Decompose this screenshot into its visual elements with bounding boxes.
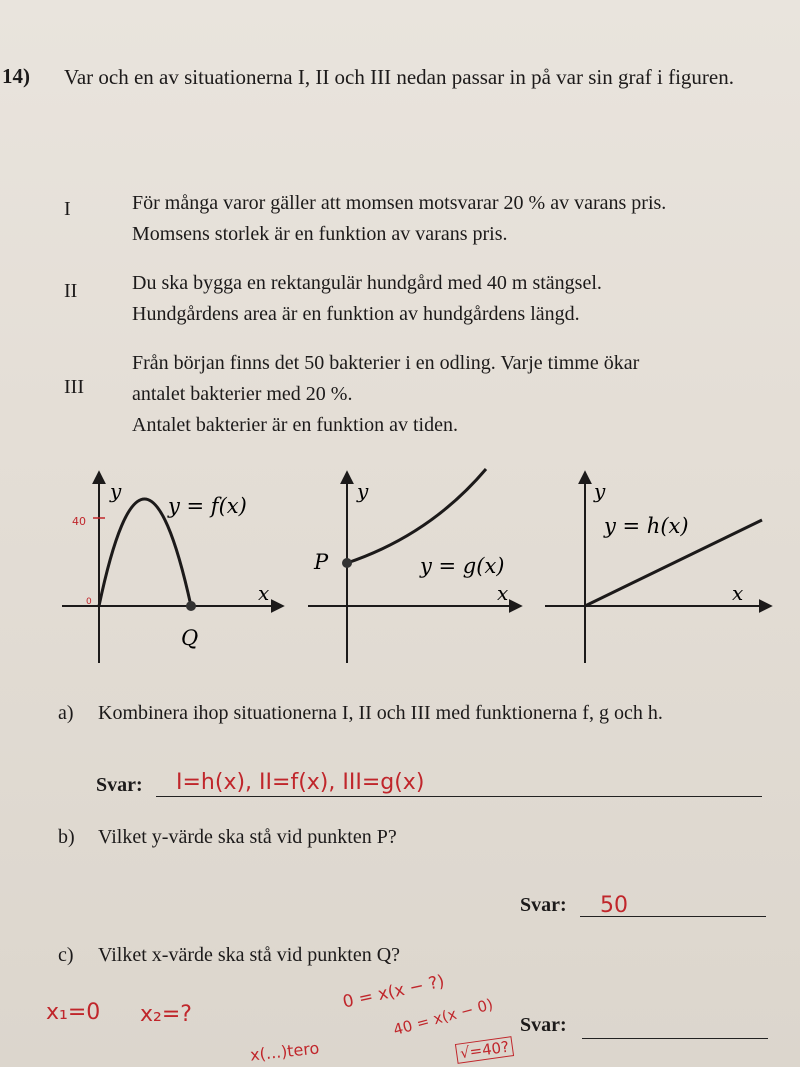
hand-eq2: 40 = x(x − 0) (391, 995, 495, 1039)
question-number: 14) (2, 64, 30, 88)
part-a-text: Kombinera ihop situationerna I, II och III med funktionerna f, g och h. (98, 702, 663, 724)
graph-h-function-label: y = h(x) (604, 514, 689, 538)
graphs-figure (0, 455, 800, 675)
situation-2-line1: Du ska bygga en rektangulär hundgård med 40 m stängsel. (132, 272, 602, 294)
graph-f-function-label: y = f(x) (168, 494, 247, 518)
part-b-svar-label: Svar: (520, 894, 567, 916)
situation-label-3: III (64, 376, 84, 398)
part-b-label: b) (58, 826, 75, 848)
part-b-text: Vilket y-värde ska stå vid punkten P? (98, 826, 397, 848)
situation-2 (132, 268, 782, 330)
graph-g-function-label: y = g(x) (420, 554, 505, 578)
graph-g-point-p (342, 558, 352, 568)
situation-3-line3: Antalet bakterier är en funktion av tiden. (132, 414, 458, 436)
graph-f-mark-0: 0 (86, 597, 92, 607)
situation-3-line2: antalet bakterier med 20 %. (132, 383, 353, 405)
situation-label-1: I (64, 198, 71, 220)
graph-g (308, 469, 520, 663)
hand-x2: x₂=? (140, 1002, 192, 1027)
question-text: Var och en av situationerna I, II och III nedan passar in på var sin graf i figuren. (64, 65, 734, 89)
graph-f-point-q (186, 601, 196, 611)
part-a-answer-line[interactable] (156, 796, 762, 797)
part-c-label: c) (58, 944, 74, 966)
part-a-answer: I=h(x), II=f(x), III=g(x) (176, 770, 425, 795)
graph-f-y-label: y (110, 479, 122, 503)
part-a-svar-label: Svar: (96, 774, 143, 796)
part-a-label: a) (58, 702, 74, 724)
situation-3 (132, 348, 782, 441)
situation-label-2: II (64, 280, 78, 302)
graph-g-point-label: P (314, 550, 329, 574)
situation-1-line2: Momsens storlek är en funktion av varans pris. (132, 223, 508, 245)
graph-f-mark-40: 40 (72, 515, 86, 528)
situation-2-line2: Hundgårdens area är en funktion av hundgårdens längd. (132, 303, 580, 325)
graph-f-point-label: Q (181, 626, 199, 650)
situation-3-line1: Från början finns det 50 bakterier i en odling. Varje timme ökar (132, 352, 640, 374)
part-c-svar-label: Svar: (520, 1014, 567, 1036)
graph-f-x-label: x (258, 581, 270, 605)
graph-h-x-label: x (732, 581, 744, 605)
situation-1-line1: För många varor gäller att momsen motsvarar 20 % av varans pris. (132, 192, 667, 214)
hand-bottom-scribble: x(...)tero (249, 1038, 321, 1065)
graph-h (545, 473, 770, 663)
situation-1 (132, 188, 782, 250)
part-b-answer: 50 (600, 893, 628, 918)
hand-x1: x₁=0 (46, 1000, 101, 1025)
graph-h-y-label: y (594, 479, 606, 503)
graph-f (62, 473, 282, 663)
hand-eq1: 0 = x(x − ?) (341, 971, 447, 1013)
part-c-answer-line[interactable] (582, 1038, 768, 1039)
hand-eq3: √=40? (455, 1036, 514, 1064)
graph-g-y-label: y (357, 479, 369, 503)
part-c-text: Vilket x-värde ska stå vid punkten Q? (98, 944, 401, 966)
graph-g-x-label: x (497, 581, 509, 605)
